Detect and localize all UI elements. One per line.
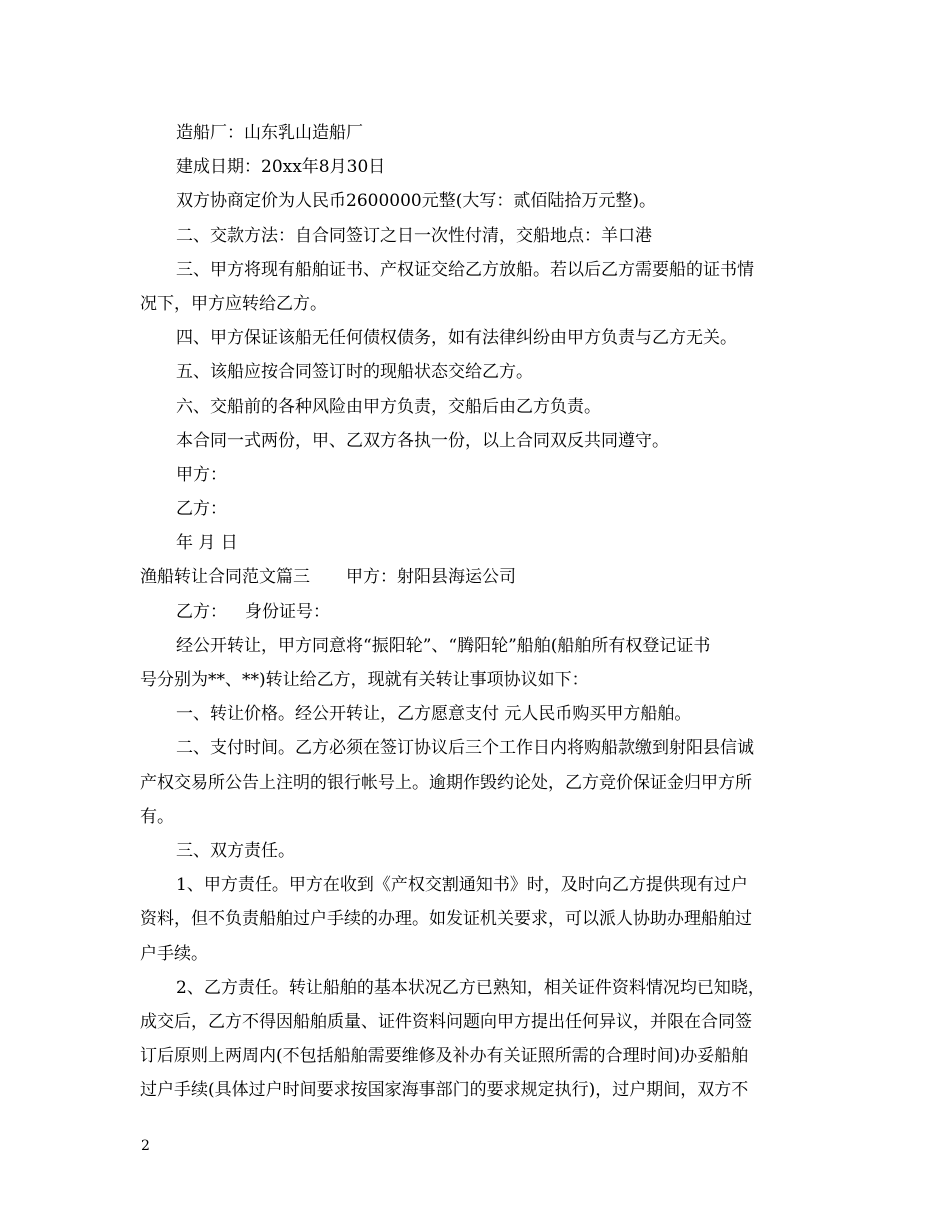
text-line: 过户手续(具体过户时间要求按国家海事部门的要求规定执行)，过户期间，双方不 xyxy=(140,1080,749,1101)
text-line: 四、甲方保证该船无任何债权债务，如有法律纠纷由甲方负责与乙方无关。 xyxy=(176,328,737,349)
signature-party-b: 乙方： xyxy=(176,499,227,520)
text-line: 产权交易所公告上注明的银行帐号上。逾期作毁约论处，乙方竞价保证金归甲方所 xyxy=(140,772,752,793)
text-line: 造船厂：山东乳山造船厂 xyxy=(176,123,363,143)
text-line: 2、乙方责任。转让船舶的基本状况乙方已熟知，相关证件资料情况均已知晓， xyxy=(176,977,765,998)
party-a-name: 甲方：射阳县海运公司 xyxy=(346,567,516,588)
text-line: 经公开转让，甲方同意将“振阳轮”、“腾阳轮”船舶(船舶所有权登记证书 xyxy=(176,635,711,656)
party-b-label: 乙方： xyxy=(176,601,227,622)
text-line: 双方协商定价为人民币2600000元整(大写：贰佰陆拾万元整)。 xyxy=(176,191,656,212)
signature-party-a: 甲方： xyxy=(176,464,227,485)
text-line: 户手续。 xyxy=(140,943,208,964)
text-line: 五、该船应按合同签订时的现船状态交给乙方。 xyxy=(176,362,533,383)
text-line: 订后原则上两周内(不包括船舶需要维修及补办有关证照所需的合理时间)办妥船舶 xyxy=(140,1046,749,1067)
text-line: 二、交款方法：自合同签订之日一次性付清，交船地点：羊口港 xyxy=(176,225,652,246)
document-body xyxy=(140,116,830,1107)
text-line: 成交后，乙方不得因船舶质量、证件资料问题向甲方提出任何异议，并限在合同签 xyxy=(140,1011,752,1032)
party-b-line xyxy=(140,595,830,629)
text-line: 资料，但不负责船舶过户手续的办理。如发证机关要求，可以派人协助办理船舶过 xyxy=(140,909,752,930)
text-line: 号分别为**、**)转让给乙方，现就有关转让事项协议如下： xyxy=(140,670,589,690)
text-line: 1、甲方责任。甲方在收到《产权交割通知书》时，及时向乙方提供现有过户 xyxy=(176,875,748,896)
id-number-label: 身份证号： xyxy=(245,601,330,622)
text-line: 本合同一式两份，甲、乙双方各执一份，以上合同双反共同遵守。 xyxy=(176,430,669,451)
text-line: 三、甲方将现有船舶证书、产权证交给乙方放船。若以后乙方需要船的证书情 xyxy=(176,259,754,280)
page-number: 2 xyxy=(141,1138,150,1154)
text-line: 二、支付时间。乙方必须在签订协议后三个工作日内将购船款缴到射阳县信诚 xyxy=(176,738,754,759)
text-line: 六、交船前的各种风险由甲方负责，交船后由乙方负责。 xyxy=(176,396,601,417)
signature-date: 年 月 日 xyxy=(176,533,238,554)
section-title: 渔船转让合同范文篇三 xyxy=(140,567,310,588)
text-line: 一、转让价格。经公开转让，乙方愿意支付 元人民币购买甲方船舶。 xyxy=(176,704,692,725)
section-heading-line xyxy=(140,560,830,594)
text-line: 建成日期：20xx年8月30日 xyxy=(176,157,386,178)
text-line: 况下，甲方应转给乙方。 xyxy=(140,293,327,314)
text-line: 有。 xyxy=(140,806,174,827)
text-line: 三、双方责任。 xyxy=(176,840,295,861)
